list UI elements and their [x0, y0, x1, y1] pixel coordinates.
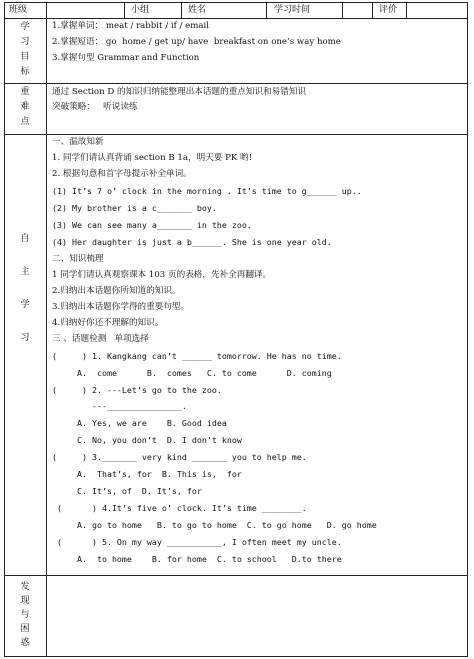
quiz-question-2: ( ) 2. ---Let’s go to the zoo.: [52, 385, 222, 395]
table-border-top: [4, 2, 468, 3]
goal-sentences: 3.掌握句型 Grammar and Function: [52, 53, 200, 63]
fill-blank-1: (1) It’s 7 o’ clock in the morning . It’s time to g______ up..: [52, 186, 362, 196]
goal-phrases: 2.掌握短语： go home / get up/ have breakfast on one’s way home: [52, 37, 341, 47]
knowledge-item-1: 1 同学们请认真观察课本 103 页的表格，先补全再翻译。: [52, 270, 272, 280]
quiz-options-3a: A. That’s, for B. This is, for: [52, 469, 242, 479]
review-item-1: 1. 同学们请认真背诵 section B 1a，明天要 PK 哟!: [52, 153, 253, 163]
group-label: 小组: [131, 5, 150, 15]
strategy-text: 突破策略： 听说读练: [52, 102, 138, 112]
quiz-question-1: ( ) 1. Kangkang can’t ______ tomorrow. He has no time.: [52, 351, 342, 361]
fill-blank-2: (2) My brother is a c_______ boy.: [52, 203, 217, 213]
quiz-options-1: A. come B. comes C. to come D. coming: [52, 368, 332, 378]
self-study-side-label: 自 主 学 习: [20, 234, 30, 343]
knowledge-item-4: 4.归纳好你还不理解的知识。: [52, 318, 164, 328]
side-column-divider: [46, 2, 47, 657]
quiz-options-2a: A. Yes, we are B. Good idea: [52, 418, 227, 428]
table-border-right: [467, 2, 468, 657]
reflection-area[interactable]: [48, 578, 466, 654]
goals-side-label: 学 习 目 标: [20, 22, 30, 77]
header-divider: [124, 2, 125, 18]
reflection-side-label: 发 现 与 困 惑: [20, 582, 30, 648]
fill-blank-3: (3) We can see many a_______ in the zoo.: [52, 220, 252, 230]
quiz-question-2-reply: ---_______________.: [52, 401, 187, 411]
table-row-divider: [4, 83, 468, 84]
table-row-divider: [4, 18, 468, 19]
quiz-options-3b: C. It’s, of D. It’s, for: [52, 486, 202, 496]
header-divider: [181, 2, 182, 18]
table-border-bottom: [4, 656, 468, 657]
quiz-options-2b: C. No, you don’t D. I don’t know: [52, 435, 242, 445]
goal-words: 1.掌握单词： meat / rabbit / if / email: [52, 21, 210, 31]
knowledge-item-3: 3.归纳出本话题你学得的重要句型。: [52, 302, 190, 312]
header-divider: [266, 2, 267, 18]
section-quiz-heading: 三 、话题检测 单项选择: [52, 334, 149, 344]
quiz-options-5: A. to home B. for home C. to school D.to there: [52, 554, 342, 564]
header-divider: [342, 2, 343, 18]
key-points-text: 通过 Section D 的知识归纳能整理出本话题的重点知识和易错知识: [52, 87, 307, 97]
fill-blank-4: (4) Her daughter is just a b______. She is one year old.: [52, 237, 332, 247]
header-divider: [372, 2, 373, 18]
quiz-question-5: ( ) 5. On my way ___________, I often meet my uncle.: [52, 537, 342, 547]
knowledge-item-2: 2.归纳出本话题你所知道的知识。: [52, 286, 181, 296]
quiz-question-4: ( ) 4.It’s five o’ clock. It’s time ________.: [52, 503, 307, 513]
table-row-divider: [4, 134, 468, 135]
class-label: 班级: [9, 5, 28, 15]
evaluation-label: 评价: [379, 5, 398, 15]
review-item-2: 2. 根据句意和首字母提示补全单词。: [52, 169, 192, 179]
lesson-plan-table: [4, 2, 468, 657]
section-review-heading: 一、温故知新: [52, 137, 104, 147]
quiz-question-3: ( ) 3._______ very kind _______ you to help me.: [52, 452, 307, 462]
header-divider: [406, 2, 407, 18]
section-knowledge-heading: 二、知识梳理: [52, 254, 104, 264]
name-label: 姓名: [188, 5, 207, 15]
table-row-divider: [4, 575, 468, 576]
quiz-options-4: A. go to home B. to go to home C. to go home D. go home: [52, 520, 377, 530]
key-points-side-label: 重 难 点: [20, 87, 30, 127]
study-time-label: 学习时间: [274, 5, 311, 15]
